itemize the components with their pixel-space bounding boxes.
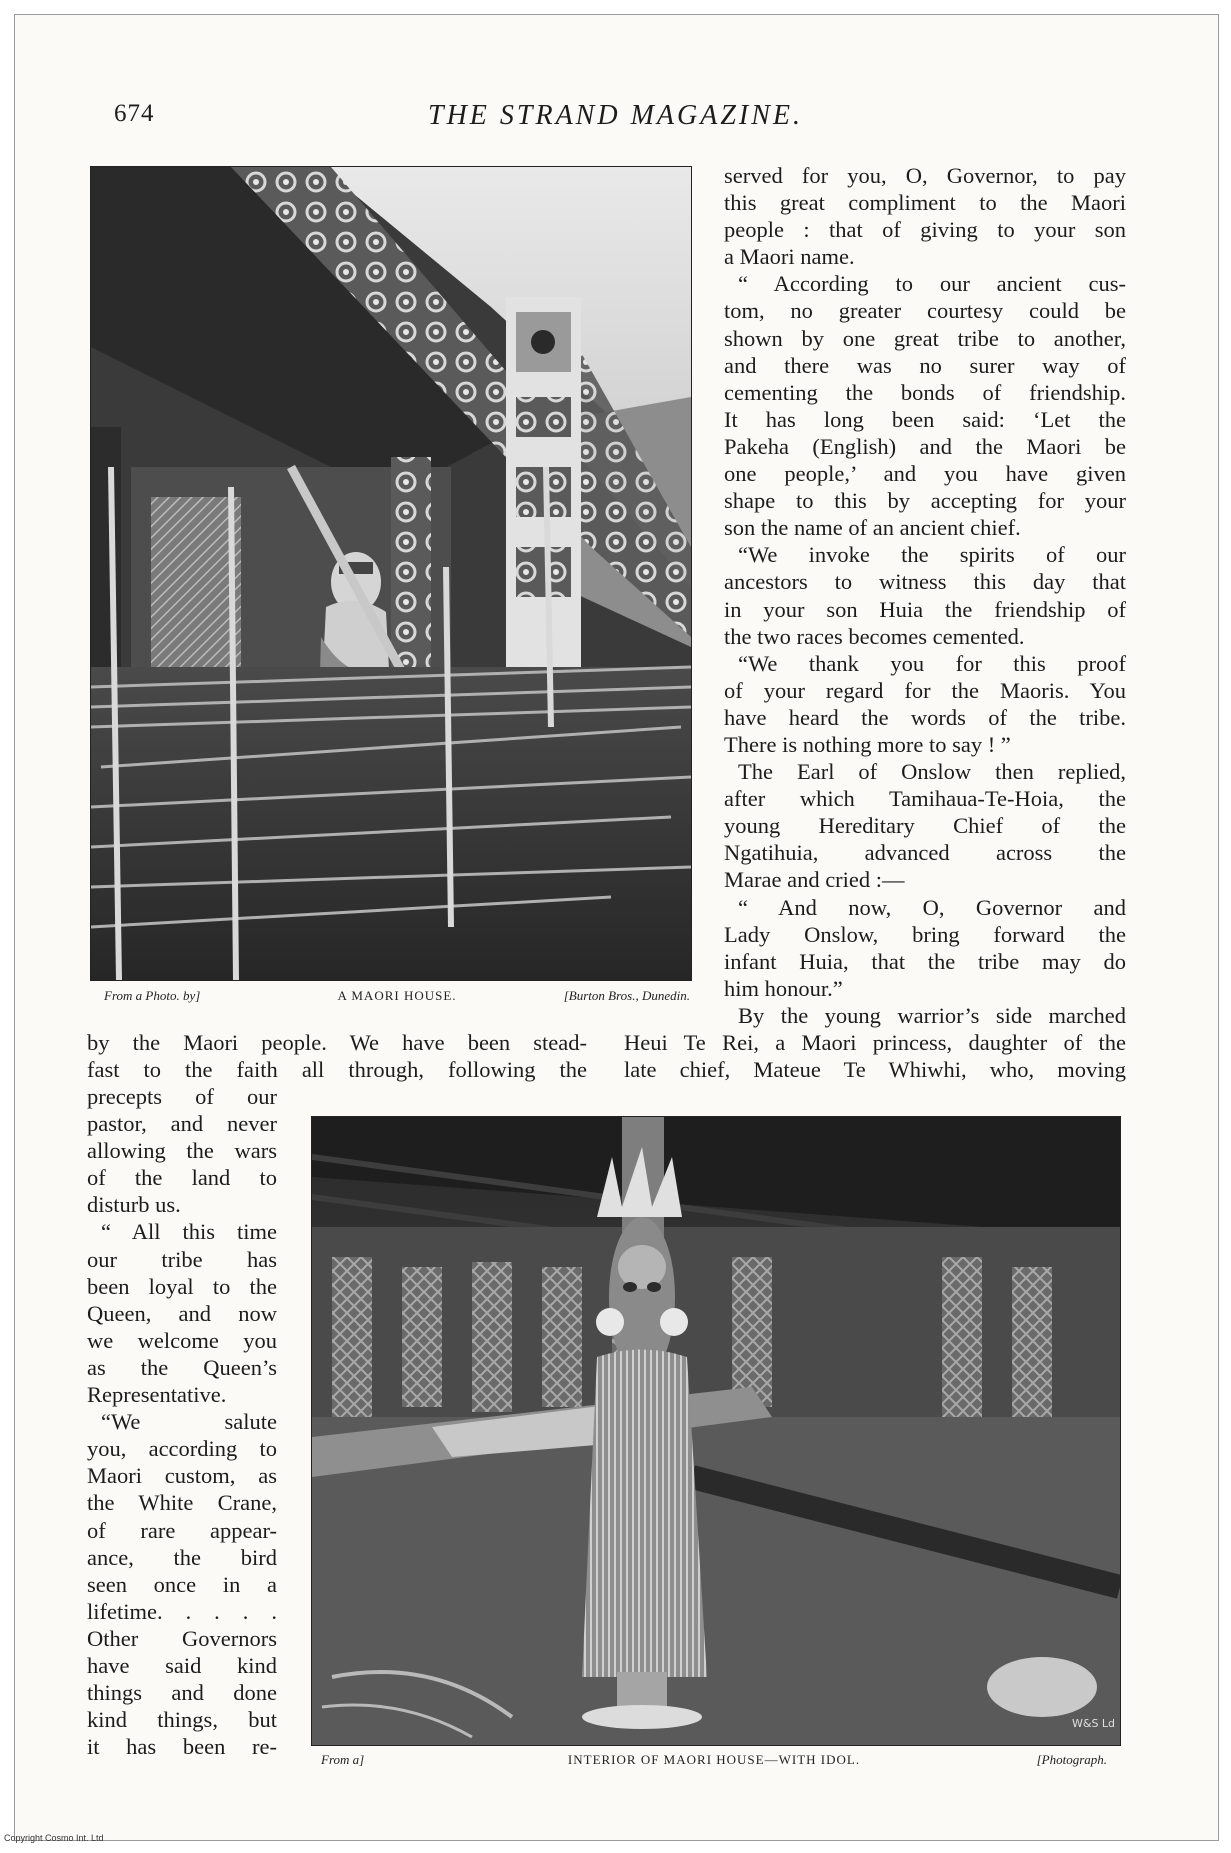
- right-text-column: [724, 162, 1126, 1029]
- text-line: infant Huia, that the tribe may do: [724, 948, 1126, 974]
- text-line: Marae and cried :—: [724, 867, 905, 893]
- text-line: it has been re-: [87, 1734, 277, 1760]
- text-line: in your son Huia the friendship of: [724, 596, 1126, 622]
- caption-title: A MAORI HOUSE.: [337, 988, 457, 1003]
- text-line: Queen, and now: [87, 1300, 277, 1326]
- text-line: been loyal to the: [87, 1273, 277, 1299]
- text-line: “ All this time: [101, 1219, 277, 1245]
- text-line: disturb us.: [87, 1192, 181, 1218]
- text-line: “We salute: [101, 1409, 277, 1435]
- page-number: 674: [114, 100, 155, 127]
- text-line: seen once in a: [87, 1571, 277, 1597]
- text-line: of your regard for the Maoris. You: [724, 677, 1126, 703]
- caption-source-right: [Burton Bros., Dunedin.: [563, 988, 690, 1003]
- running-header: [0, 100, 1231, 140]
- text-line: ance, the bird: [87, 1544, 277, 1570]
- text-line: son the name of an ancient chief.: [724, 515, 1021, 541]
- text-line: Pakeha (English) and the Maori be: [724, 433, 1126, 459]
- text-line: as the Queen’s: [87, 1354, 277, 1380]
- text-line: by the Maori people. We have been stead-: [87, 1030, 587, 1055]
- text-line: after which Tamihaua-Te-Hoia, the: [724, 786, 1126, 812]
- text-line: precepts of our: [87, 1084, 277, 1109]
- copyright-notice: Copyright Cosmo Int. Ltd: [4, 1833, 104, 1843]
- text-line: There is nothing more to say ! ”: [724, 731, 1011, 757]
- text-line: this great compliment to the Maori: [724, 190, 1126, 216]
- text-line: tom, no greater courtesy could be: [724, 298, 1126, 324]
- text-line: By the young warrior’s side marched: [738, 1002, 1126, 1028]
- text-line: have said kind: [87, 1652, 277, 1678]
- text-line: cementing the bonds of friendship.: [724, 379, 1126, 405]
- text-line: ancestors to witness this day that: [724, 569, 1126, 595]
- full-width-right-text: [624, 1029, 1126, 1083]
- text-line: you, according to: [87, 1436, 277, 1462]
- text-line: of the land to: [87, 1165, 277, 1191]
- text-line: things and done: [87, 1680, 277, 1706]
- text-line: have heard the words of the tribe.: [724, 704, 1126, 730]
- text-line: The Earl of Onslow then replied,: [738, 759, 1126, 785]
- full-width-left-text: [87, 1029, 587, 1083]
- running-title: THE STRAND MAGAZINE.: [428, 100, 803, 131]
- text-line: lifetime. . . . .: [87, 1598, 277, 1624]
- narrow-left-column: [87, 1083, 277, 1760]
- text-line: we welcome you: [87, 1327, 277, 1353]
- text-line: young Hereditary Chief of the: [724, 813, 1126, 839]
- text-line: him honour.”: [724, 975, 843, 1001]
- caption-source-left: From a]: [321, 1752, 365, 1767]
- text-line: fast to the faith all through, following the: [87, 1057, 587, 1083]
- text-line: and there was no surer way of: [724, 352, 1126, 378]
- text-line: of rare appear-: [87, 1517, 277, 1543]
- text-line: Representative.: [87, 1382, 227, 1408]
- text-line: Ngatihuia, advanced across the: [724, 840, 1126, 866]
- text-line: allowing the wars: [87, 1138, 277, 1164]
- maori-house-photo: [90, 166, 692, 981]
- text-line: a Maori name.: [724, 244, 855, 270]
- text-line: Heui Te Rei, a Maori princess, daughter of the: [624, 1030, 1126, 1055]
- text-line: pastor, and never: [87, 1111, 277, 1137]
- text-line: “ According to our ancient cus-: [738, 271, 1126, 297]
- text-line: “We thank you for this proof: [738, 650, 1126, 676]
- text-line: the White Crane,: [87, 1490, 277, 1516]
- text-line: served for you, O, Governor, to pay: [724, 163, 1126, 188]
- text-line: one people,’ and you have given: [724, 461, 1126, 487]
- text-line: kind things, but: [87, 1707, 277, 1733]
- text-line: Other Governors: [87, 1625, 277, 1651]
- text-line: the two races becomes cemented.: [724, 623, 1025, 649]
- caption-title: INTERIOR OF MAORI HOUSE—WITH IDOL.: [567, 1752, 861, 1767]
- maori-house-caption: [104, 988, 690, 1006]
- text-line: “We invoke the spirits of our: [738, 542, 1126, 568]
- text-line: Maori custom, as: [87, 1463, 277, 1489]
- caption-source-left: From a Photo. by]: [104, 988, 201, 1003]
- text-line: people : that of giving to your son: [724, 217, 1126, 243]
- text-line: our tribe has: [87, 1246, 277, 1272]
- text-line: Lady Onslow, bring forward the: [724, 921, 1126, 947]
- text-line: shape to this by accepting for your: [724, 488, 1126, 514]
- engraver-mark: W&S Ld: [1072, 1717, 1116, 1730]
- caption-source-right: [Photograph.: [1036, 1752, 1107, 1767]
- text-line: shown by one great tribe to another,: [724, 325, 1126, 351]
- text-line: “ And now, O, Governor and: [738, 894, 1126, 920]
- maori-interior-photo: [311, 1116, 1121, 1746]
- text-line: It has long been said: ‘Let the: [724, 406, 1126, 432]
- maori-interior-caption: [321, 1752, 1107, 1770]
- text-line: late chief, Mateue Te Whiwhi, who, moving: [624, 1057, 1126, 1083]
